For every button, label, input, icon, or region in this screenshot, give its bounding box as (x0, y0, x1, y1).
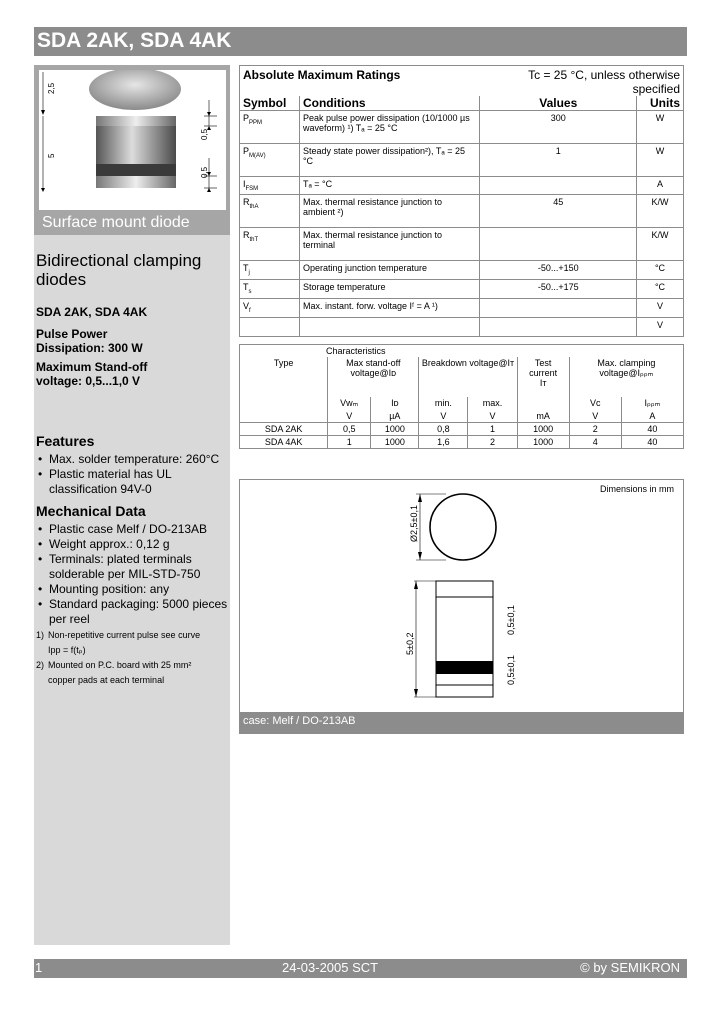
table-row (240, 177, 684, 195)
footnote (36, 628, 228, 658)
cathode-band (436, 661, 493, 674)
amr-symbol: $V_f$ (240, 299, 300, 318)
characteristics-table (239, 344, 684, 449)
dim-cap-top: 0,5 (200, 128, 209, 140)
table-row (240, 423, 684, 436)
char-cell: SDA 4AK (240, 436, 328, 449)
char-cell: 1 (468, 423, 517, 436)
amr-conditions: Max. thermal resistance junction to terminal (299, 228, 480, 261)
page-number: 1 (35, 960, 43, 975)
amr-symbol: $T_s$ (240, 280, 300, 299)
dim-cap-bottom: 0,5 (200, 166, 209, 178)
char-cell: 40 (621, 423, 683, 436)
dim-length: 5±0,2 (405, 632, 415, 655)
mechanical-item: • Terminals: plated terminals solderable per MIL-STD-750 (36, 552, 219, 582)
document-title: SDA 2AK, SDA 4AK (37, 29, 232, 52)
amr-conditions: Max. thermal resistance junction to ambient ²) (299, 195, 480, 228)
standoff-value: voltage: 0,5...1,0 V (36, 374, 141, 388)
amr-conditions: Tₐ = °C (299, 177, 480, 195)
amr-unit: W (637, 144, 684, 177)
footnote-line: Non-repetitive current pulse see curve (48, 630, 201, 640)
mechanical-item: • Mounting position: any (36, 582, 230, 597)
amr-conditions: Steady state power dissipation²), Tₐ = 25 °C (299, 144, 480, 177)
char-cell: 1000 (371, 436, 419, 449)
title-bar (34, 27, 687, 56)
table-row (240, 228, 684, 261)
char-unit: V (419, 410, 468, 423)
diode-end-cap (89, 70, 181, 110)
amr-value: 45 (480, 195, 637, 228)
footer-date: 24-03-2005 SCT (282, 960, 379, 975)
char-subheader: Vᴡₘ (328, 397, 371, 410)
char-cell: 1000 (517, 423, 569, 436)
char-cell: 1 (328, 436, 371, 449)
char-cell: 0,5 (328, 423, 371, 436)
amr-value (480, 228, 637, 261)
mechanical-item: • Plastic case Melf / DO-213AB (36, 522, 230, 537)
features-section (36, 433, 228, 497)
amr-value (480, 299, 637, 318)
amr-value: -50...+150 (480, 261, 637, 280)
char-cell: 1,6 (419, 436, 468, 449)
dim-cap-length: 2,5 (47, 82, 56, 94)
footnote (36, 658, 228, 688)
amr-conditions: Peak pulse power dissipation (10/1000 µs waveform) ¹) Tₐ = 25 °C (299, 111, 480, 144)
dim-body-length: 5 (47, 153, 56, 158)
dimensions-title: Dimensions in mm (599, 484, 674, 494)
image-caption: Surface mount diode (42, 214, 190, 231)
dimension-diagram (240, 480, 683, 713)
amr-symbol: $T_j$ (240, 261, 300, 280)
char-header-breakdown: Breakdown voltage@Iᴛ (419, 357, 517, 397)
amr-value (480, 177, 637, 195)
standoff-block (36, 360, 147, 388)
amr-unit: °C (637, 261, 684, 280)
dim-cap-top: 0,5±0,1 (506, 605, 516, 635)
char-header-clamping: Max. clamping voltage@Iₚₚₘ (597, 358, 656, 378)
table-row (240, 144, 684, 177)
char-subheader: Iᴅ (371, 397, 419, 410)
amr-value: -50...+175 (480, 280, 637, 299)
footer-copyright: © by SEMIKRON (580, 960, 680, 975)
table-row (240, 436, 684, 449)
mechanical-section (36, 503, 230, 627)
char-cell: 1000 (371, 423, 419, 436)
cathode-band (96, 164, 176, 176)
char-subheader (517, 397, 569, 410)
amr-value: 300 (480, 111, 637, 144)
char-unit (240, 410, 328, 423)
dim-cap-bottom: 0,5±0,1 (506, 655, 516, 685)
char-header-type: Type (240, 357, 328, 397)
char-cell: 4 (569, 436, 621, 449)
case-caption-bar (239, 712, 684, 733)
footnote-line: Ipp = f(tₚ) (48, 645, 86, 655)
features-heading: Features (36, 433, 95, 449)
pulse-power-value: Dissipation: 300 W (36, 341, 143, 355)
table-row (240, 318, 684, 337)
amr-symbol: $I_{FSM}$ (240, 177, 300, 195)
amr-header-units: Units (637, 96, 684, 111)
standoff-label: Maximum Stand-off (36, 360, 148, 374)
amr-unit: K/W (637, 195, 684, 228)
amr-symbol: $R_{thT}$ (240, 228, 300, 261)
amr-unit: W (637, 111, 684, 144)
dim-diameter: Ø2,5±0,1 (409, 505, 419, 542)
char-cell: 2 (569, 423, 621, 436)
footnote-line: copper pads at each terminal (48, 675, 165, 685)
table-row (240, 261, 684, 280)
char-cell: 2 (468, 436, 517, 449)
char-unit: µA (371, 410, 419, 423)
characteristics-title: Characteristics (326, 346, 386, 356)
char-unit: V (328, 410, 371, 423)
amr-header-values: Values (480, 96, 637, 111)
char-cell: 1000 (517, 436, 569, 449)
amr-symbol: $P_{M(AV)}$ (240, 144, 300, 177)
char-header-standoff: Max stand-off voltage@Iᴅ (328, 357, 419, 397)
table-row (240, 195, 684, 228)
amr-header-conditions: Conditions (299, 96, 480, 111)
amr-header-symbol: Symbol (240, 96, 300, 111)
footnote-line: Mounted on P.C. board with 25 mm² (48, 660, 192, 670)
amr-condition: Tc = 25 °C, unless otherwise specified (528, 68, 680, 96)
pulse-power-block (36, 327, 143, 355)
amr-conditions: Max. instant. forw. voltage Iᶠ = A ¹) (299, 299, 480, 318)
char-unit: A (621, 410, 683, 423)
mechanical-heading: Mechanical Data (36, 503, 146, 519)
part-numbers: SDA 2AK, SDA 4AK (36, 305, 148, 319)
footnotes (36, 628, 228, 688)
amr-unit: V (637, 299, 684, 318)
amr-value (480, 318, 637, 337)
amr-symbol: $R_{thA}$ (240, 195, 300, 228)
char-subheader: min. (419, 397, 468, 410)
amr-value: 1 (480, 144, 637, 177)
case-caption: case: Melf / DO-213AB (243, 715, 356, 727)
footnote-number: 1) (36, 630, 45, 640)
amr-conditions (299, 318, 480, 337)
product-subtitle: Bidirectional clamping diodes (36, 251, 202, 289)
amr-unit: °C (637, 280, 684, 299)
amr-conditions: Operating junction temperature (299, 261, 480, 280)
char-cell: SDA 2AK (240, 423, 328, 436)
diode-cap-bottom (436, 685, 493, 697)
table-row (240, 299, 684, 318)
table-row (240, 280, 684, 299)
char-subheader: Iₚₚₘ (644, 398, 661, 408)
amr-unit: V (637, 318, 684, 337)
diode-photo-drawing (39, 70, 226, 210)
product-image (39, 70, 226, 210)
mechanical-item: • Standard packaging: 5000 pieces per reel (36, 597, 230, 627)
amr-unit: A (637, 177, 684, 195)
footnote-number: 2) (36, 660, 45, 670)
amr-unit: K/W (637, 228, 684, 261)
table-row (240, 111, 684, 144)
absolute-max-ratings-table (239, 65, 684, 337)
char-unit: mA (517, 410, 569, 423)
char-cell: 0,8 (419, 423, 468, 436)
char-unit: V (569, 410, 621, 423)
mechanical-item: • Weight approx.: 0,12 g (36, 537, 230, 552)
char-subheader (240, 397, 328, 410)
amr-title: Absolute Maximum Ratings (243, 68, 401, 82)
char-unit: V (468, 410, 517, 423)
char-subheader: Vᴄ (569, 397, 621, 410)
feature-item: • Plastic material has UL classification 94V-0 (36, 467, 189, 497)
char-subheader: max. (468, 397, 517, 410)
pulse-power-label: Pulse Power (36, 327, 108, 341)
diode-end-view (430, 494, 496, 560)
diode-cap-top (436, 581, 493, 597)
feature-item: • Max. solder temperature: 260°C (36, 452, 228, 467)
amr-symbol (240, 318, 300, 337)
char-cell: 40 (647, 437, 658, 447)
amr-symbol: $P_{PPM}$ (240, 111, 300, 144)
dimensions-drawing (239, 479, 684, 734)
char-header-test-current: Test current Iᴛ (517, 357, 569, 397)
page-footer (34, 959, 687, 978)
amr-conditions: Storage temperature (299, 280, 480, 299)
